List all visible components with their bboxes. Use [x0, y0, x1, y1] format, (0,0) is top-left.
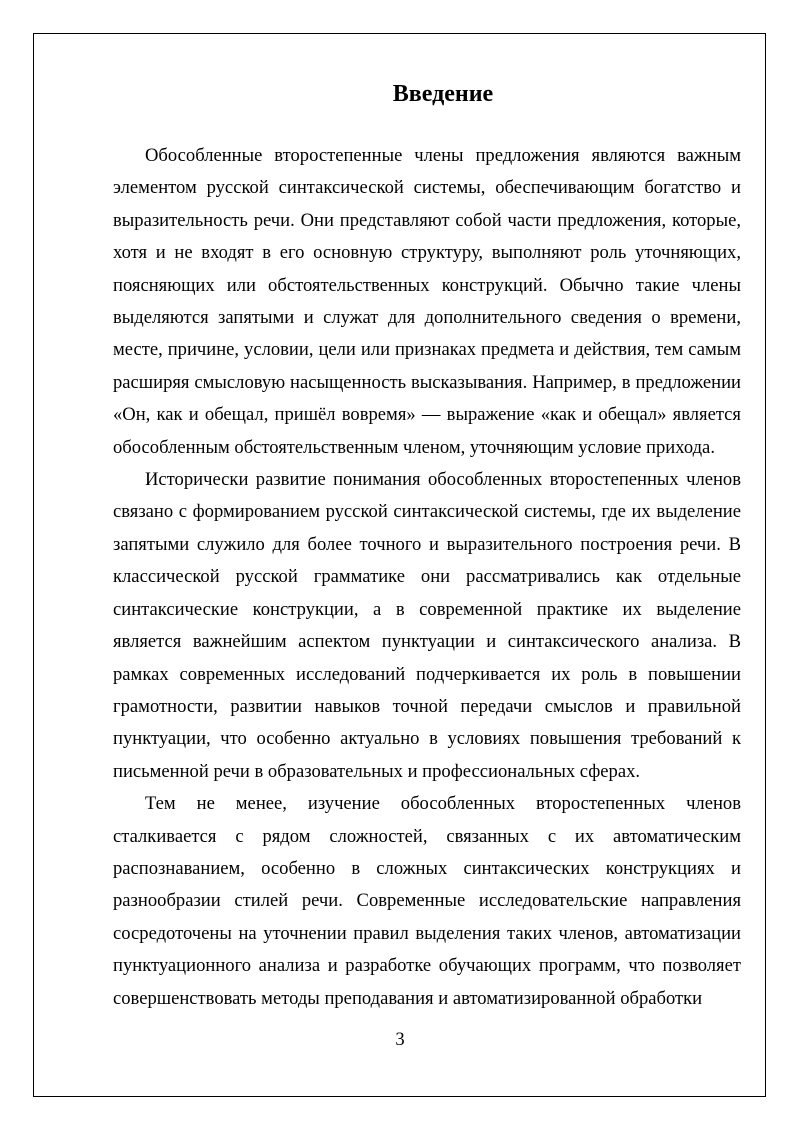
- page-content: [113, 78, 741, 1015]
- paragraph-3: Тем не менее, изучение обособленных второстепенных членов сталкивается с рядом сложностей, связанных с их автоматическим распознаванием, особенно в сложных синтаксических конструкциях и разнообразии стилей речи. Современные исследовательские направления сосредоточены на уточнении правил выделения таких членов, автоматизации пунктуационного анализа и разработке обучающих программ, что позволяет совершенствовать методы преподавания и автоматизированной обработки: [113, 793, 741, 1009]
- page-title: Введение: [392, 81, 494, 107]
- paragraph-2: Исторически развитие понимания обособленных второстепенных членов связано с формированием русской синтаксической системы, где их выделение запятыми служило для более точного и выразительного построения речи. В классической русской грамматике они рассматривались как отдельные синтаксические конструкции, а в современной практике их выделение является важнейшим аспектом пунктуации и синтаксического анализа. В рамках современных исследований подчеркивается их роль в повышении грамотности, развитии навыков точной передачи смыслов и правильной пунктуации, что особенно актуально в условиях повышения требований к письменной речи в образовательных и профессиональных сферах.: [113, 469, 741, 782]
- page-number: 3: [395, 1029, 405, 1050]
- paragraph-1: Обособленные второстепенные члены предложения являются важным элементом русской синтаксической системы, обеспечивающим богатство и выразительность речи. Они представляют собой части предложения, которые, хотя и не входят в его основную структуру, выполняют роль уточняющих, поясняющих или обстоятельственных конструкций. Обычно такие члены выделяются запятыми и служат для дополнительного сведения о времени, месте, причине, условии, цели или признаках предмета и действия, тем самым расширяя смысловую насыщенность высказывания. Например, в предложении «Он, как и обещал, пришёл вовремя» — выражение «как и обещал» является обособленным обстоятельственным членом, уточняющим условие прихода.: [113, 145, 741, 458]
